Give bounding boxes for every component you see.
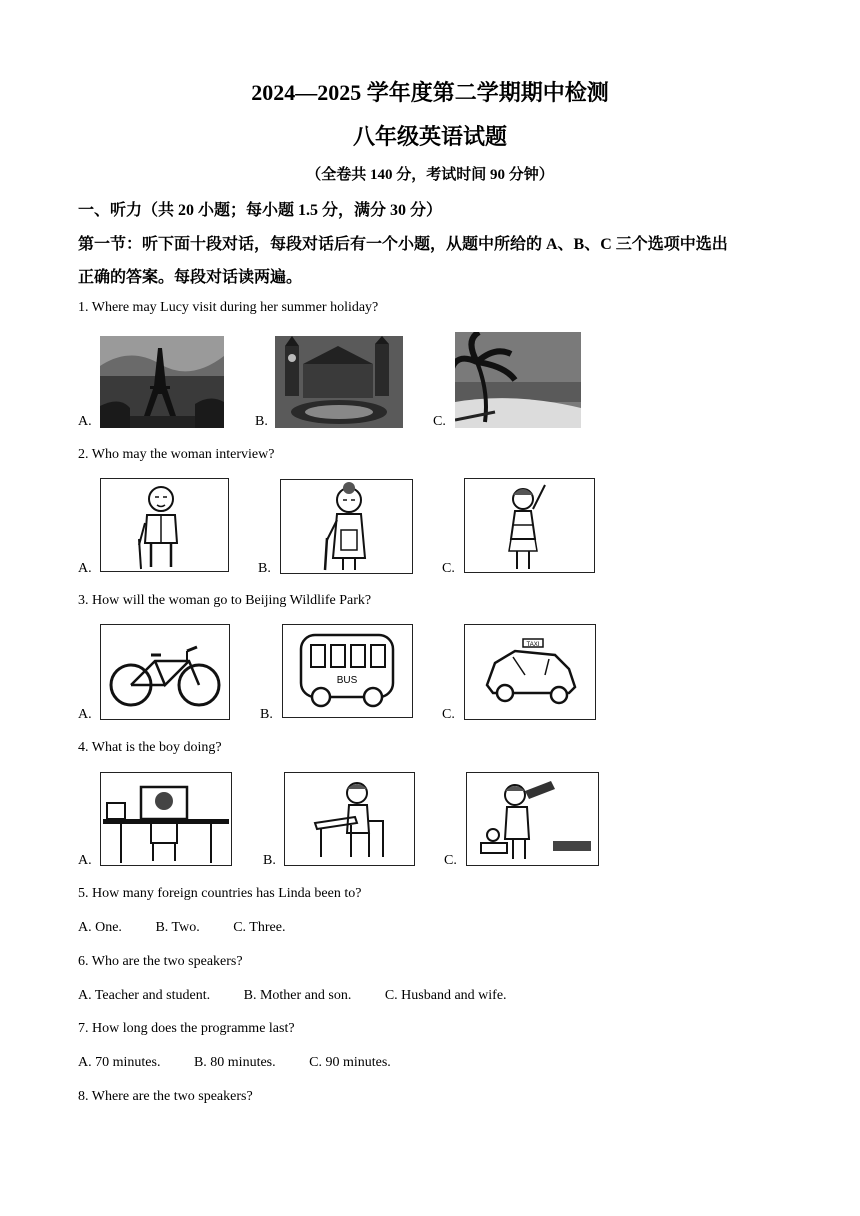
q3-label-b: B. — [260, 707, 273, 722]
q1-label-b: B. — [255, 414, 268, 429]
q4-label-c: C. — [444, 853, 457, 868]
q2-label-a: A. — [78, 561, 92, 576]
taxi-sign: TAXI — [526, 642, 540, 648]
q7-options — [78, 1055, 421, 1071]
q6-options — [78, 988, 537, 1004]
section-instruction-line1: 第一节：听下面十段对话，每段对话后有一个小题，从题中所给的 A、B、C 三个选项中选出 — [78, 236, 728, 253]
q4-label-a: A. — [78, 853, 92, 868]
q4-label-b: B. — [263, 853, 276, 868]
q6-option-b: B. Mother and son. — [243, 988, 352, 1003]
exam-note: （全卷共 140 分，考试时间 90 分钟） — [306, 167, 554, 183]
question-5-text: 5. How many foreign countries has Linda been to? — [78, 886, 362, 901]
castle-photo — [275, 336, 403, 428]
section-heading: 一、听力（共 20 小题；每小题 1.5 分，满分 30 分） — [78, 202, 443, 219]
q5-options — [78, 920, 315, 936]
q3-label-c: C. — [442, 707, 455, 722]
q6-option-a: A. Teacher and student. — [78, 988, 211, 1003]
q6-option-c: C. Husband and wife. — [384, 988, 507, 1003]
q2-label-b: B. — [258, 561, 271, 576]
question-1-text: 1. Where may Lucy visit during her summer holiday? — [78, 300, 379, 315]
q2-label-c: C. — [442, 561, 455, 576]
boy-writing-icon — [284, 772, 415, 866]
exam-title: 2024—2025 学年度第二学期期中检测 — [251, 80, 609, 105]
old-woman-cane-icon — [280, 479, 413, 574]
q3-label-a: A. — [78, 707, 92, 722]
bicycle-icon — [100, 624, 230, 720]
q7-option-b: B. 80 minutes. — [193, 1055, 276, 1070]
q7-option-a: A. 70 minutes. — [78, 1055, 161, 1070]
boy-telescope-icon — [466, 772, 599, 866]
computer-desk-icon — [100, 772, 232, 866]
beach-palm-photo — [455, 332, 581, 428]
question-2-text: 2. Who may the woman interview? — [78, 447, 275, 462]
q5-option-c: C. Three. — [233, 920, 286, 935]
q1-label-a: A. — [78, 414, 92, 429]
section-instruction-line2: 正确的答案。每段对话读两遍。 — [78, 269, 303, 286]
q5-option-a: A. One. — [78, 920, 122, 935]
exam-subtitle: 八年级英语试题 — [352, 124, 507, 149]
girl-waving-icon — [464, 478, 595, 573]
question-6-text: 6. Who are the two speakers? — [78, 954, 243, 969]
taxi-icon — [464, 624, 596, 720]
old-man-icon — [100, 478, 229, 572]
question-4-text: 4. What is the boy doing? — [78, 740, 222, 755]
eiffel-tower-photo — [100, 336, 224, 428]
question-7-text: 7. How long does the programme last? — [78, 1021, 295, 1036]
bus-sign: BUS — [336, 675, 358, 686]
q7-option-c: C. 90 minutes. — [309, 1055, 391, 1070]
question-3-text: 3. How will the woman go to Beijing Wildlife Park? — [78, 593, 372, 608]
q5-option-b: B. Two. — [155, 920, 200, 935]
question-8-text: 8. Where are the two speakers? — [78, 1089, 253, 1104]
bus-icon — [282, 624, 413, 718]
q1-label-c: C. — [433, 414, 446, 429]
